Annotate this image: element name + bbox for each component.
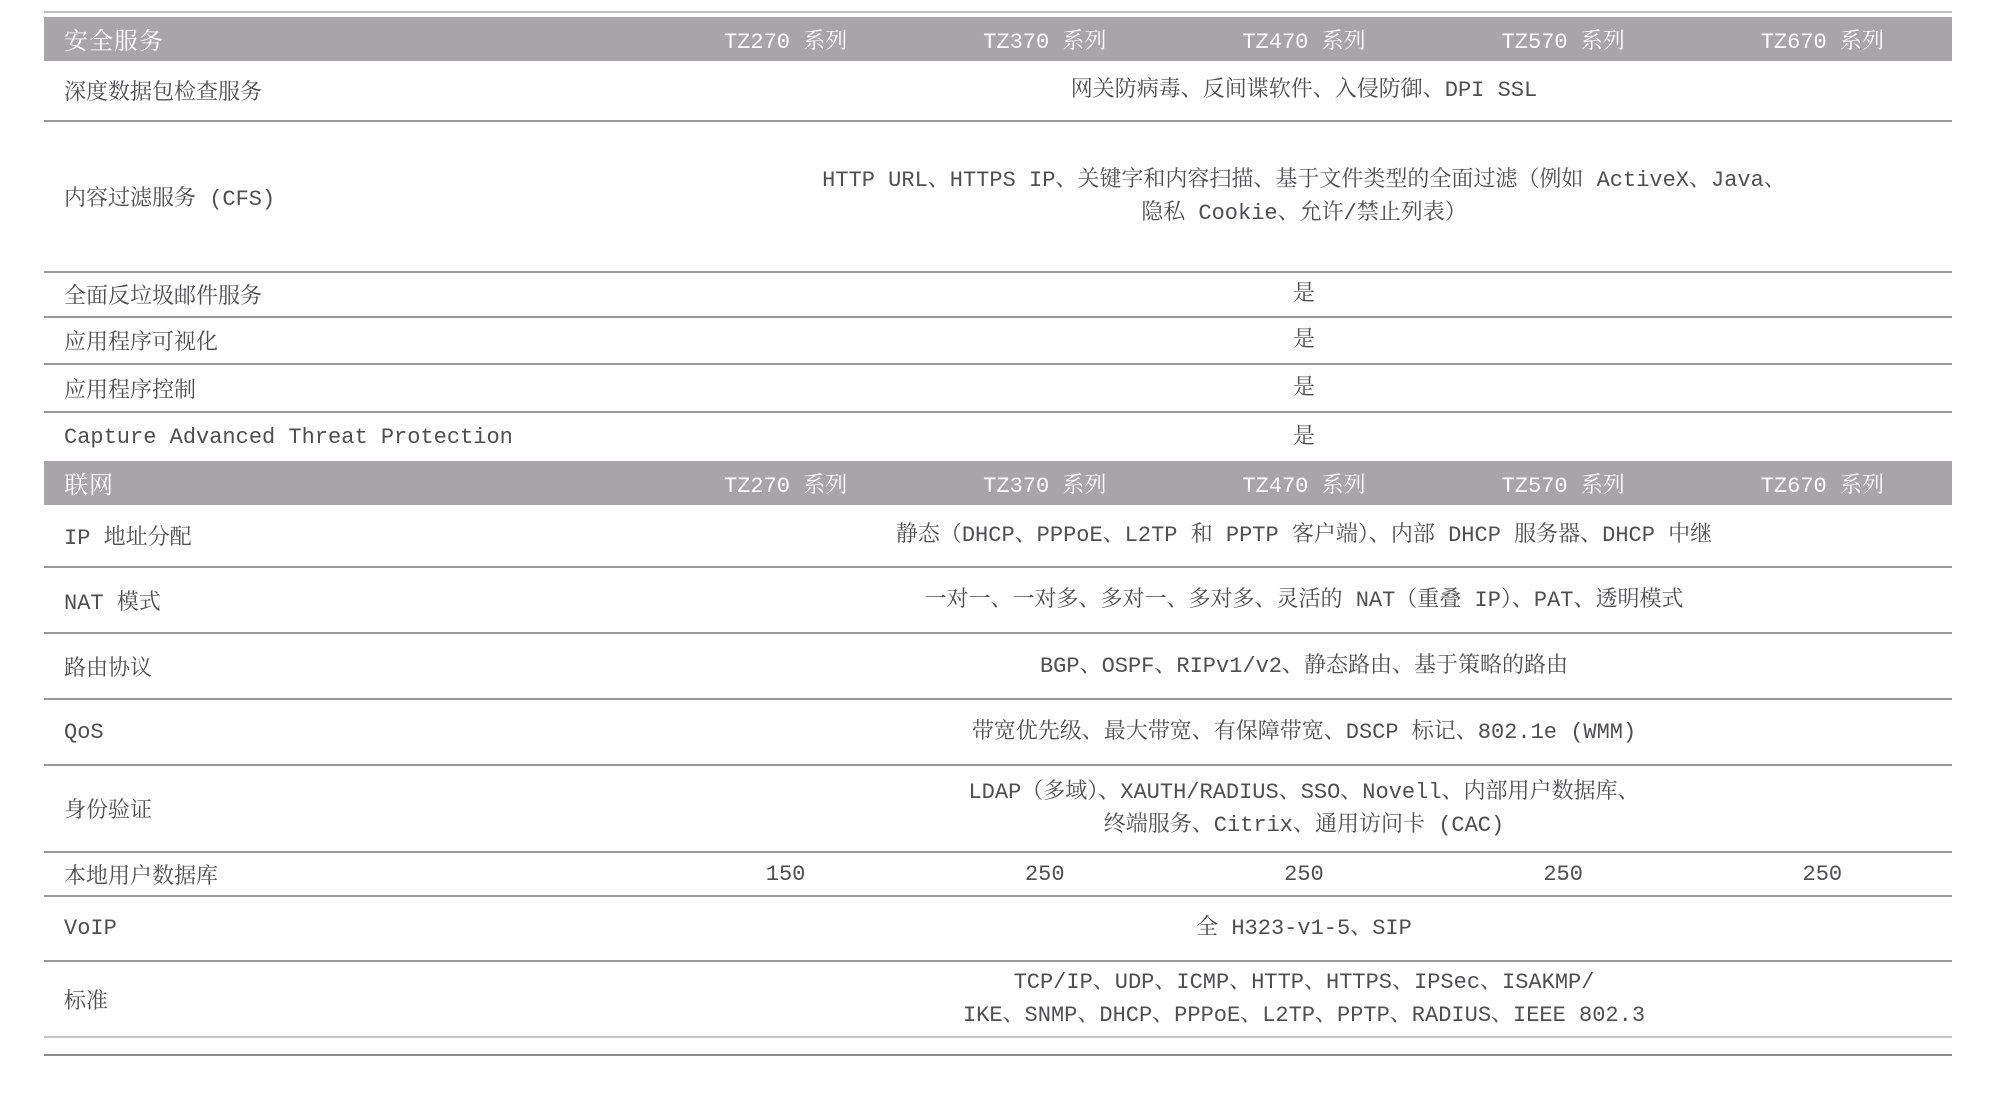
row-label: 本地用户数据库 [64,864,219,890]
row-value-line: 是 [1292,282,1315,307]
table-bottom-divider [44,1054,1952,1056]
row-label: 应用程序可视化 [64,331,219,356]
table-row-qos [44,700,1952,766]
table-row-dpi [44,61,1952,122]
row-value-line: LDAP（多域）、XAUTH/RADIUS、SSO、Novell、内部用户数据库、 [968,779,1640,805]
row-label: 标准 [64,989,109,1015]
cell-tz370: 250 [1024,861,1065,887]
table-row-voip [44,897,1952,962]
row-label: 内容过滤服务 (CFS) [64,187,276,212]
row-value-line: 终端服务、Citrix、通用访问卡 (CAC) [1103,812,1505,838]
column-header-tz470: TZ470 系列 [1242,473,1366,499]
row-value [656,519,1952,552]
section-header-security-services [44,17,1952,61]
row-label: Capture Advanced Threat Protection [64,424,513,450]
row-cells [656,862,1952,887]
table-row-cfs [44,122,1952,273]
table-row-antispam [44,273,1952,318]
row-value [656,584,1952,617]
row-value-line: 隐私 Cookie、允许/禁止列表） [1141,200,1467,226]
table-row-routing-protocols [44,634,1952,700]
row-value-line: 是 [1292,328,1315,353]
table-row-app-control [44,365,1952,413]
row-value [656,164,1952,230]
column-header-tz270: TZ270 系列 [723,473,848,499]
cell-tz670: 250 [1802,861,1843,887]
row-value [656,716,1952,749]
row-value-line: 是 [1292,424,1315,450]
column-header-tz370: TZ370 系列 [983,29,1107,55]
table-row-authentication [44,766,1952,853]
row-value-line: IKE、SNMP、DHCP、PPPoE、L2TP、PPTP、RADIUS、IEEE 802.3 [962,1003,1646,1028]
table-row-nat-modes [44,568,1952,634]
section-header-networking [44,461,1952,505]
section-title: 联网 [64,474,114,501]
row-value-line: 静态（DHCP、PPPoE、L2TP 和 PPTP 客户端）、内部 DHCP 服务器、DHCP 中继 [895,523,1713,548]
row-value [656,912,1952,945]
table-row-app-visibility [44,318,1952,365]
row-label: 全面反垃圾邮件服务 [64,285,263,310]
row-value [656,324,1952,357]
row-value-line: 网关防病毒、反间谍软件、入侵防御、DPI SSL [1070,78,1538,103]
cell-tz570: 250 [1543,861,1583,887]
row-value [656,74,1952,107]
column-headers [656,468,1952,499]
column-header-tz570: TZ570 系列 [1501,473,1625,499]
row-value [656,372,1952,405]
row-value [656,966,1952,1032]
column-header-tz470: TZ470 系列 [1242,29,1366,55]
column-header-tz370: TZ370 系列 [983,473,1107,499]
row-label: NAT 模式 [64,590,161,616]
row-value-line: 是 [1292,375,1315,401]
row-label: 深度数据包检查服务 [64,81,263,106]
cell-tz470: 250 [1284,861,1324,887]
row-label: VoIP [64,916,117,941]
row-label: 路由协议 [64,656,153,682]
table-top-divider [44,11,1952,13]
row-label: 应用程序控制 [64,378,197,404]
cell-tz270: 150 [765,861,806,887]
row-value [656,278,1952,311]
spec-comparison-table [44,11,1952,1056]
table-bottom-spacer [44,1038,1952,1054]
table-row-standards [44,962,1952,1038]
row-value [656,650,1952,683]
table-row-local-user-db [44,853,1952,897]
column-headers [656,24,1952,55]
row-label: QoS [64,719,104,745]
column-header-tz670: TZ670 系列 [1760,29,1884,55]
row-value-line: 带宽优先级、最大带宽、有保障带宽、DSCP 标记、802.1e (WMM) [971,719,1637,745]
table-row-capture-atp [44,413,1952,461]
section-title: 安全服务 [64,30,164,57]
row-value-line: BGP、OSPF、RIPv1/v2、静态路由、基于策略的路由 [1039,653,1569,679]
row-value-line: 一对一、一对多、多对一、多对多、灵活的 NAT（重叠 IP）、PAT、透明模式 [924,587,1684,613]
table-row-ip-assignment [44,505,1952,568]
row-value-line: 全 H323-v1-5、SIP [1196,916,1412,941]
row-value [656,776,1952,842]
row-value-line: HTTP URL、HTTPS IP、关键字和内容扫描、基于文件类型的全面过滤（例如 ActiveX、Java、 [822,167,1786,193]
row-label: IP 地址分配 [64,526,192,551]
row-value [656,421,1952,454]
column-header-tz670: TZ670 系列 [1760,473,1884,499]
row-value-line: TCP/IP、UDP、ICMP、HTTP、HTTPS、IPSec、ISAKMP/ [1013,970,1595,995]
row-label: 身份验证 [64,799,153,824]
column-header-tz270: TZ270 系列 [723,29,848,55]
column-header-tz570: TZ570 系列 [1501,29,1625,55]
